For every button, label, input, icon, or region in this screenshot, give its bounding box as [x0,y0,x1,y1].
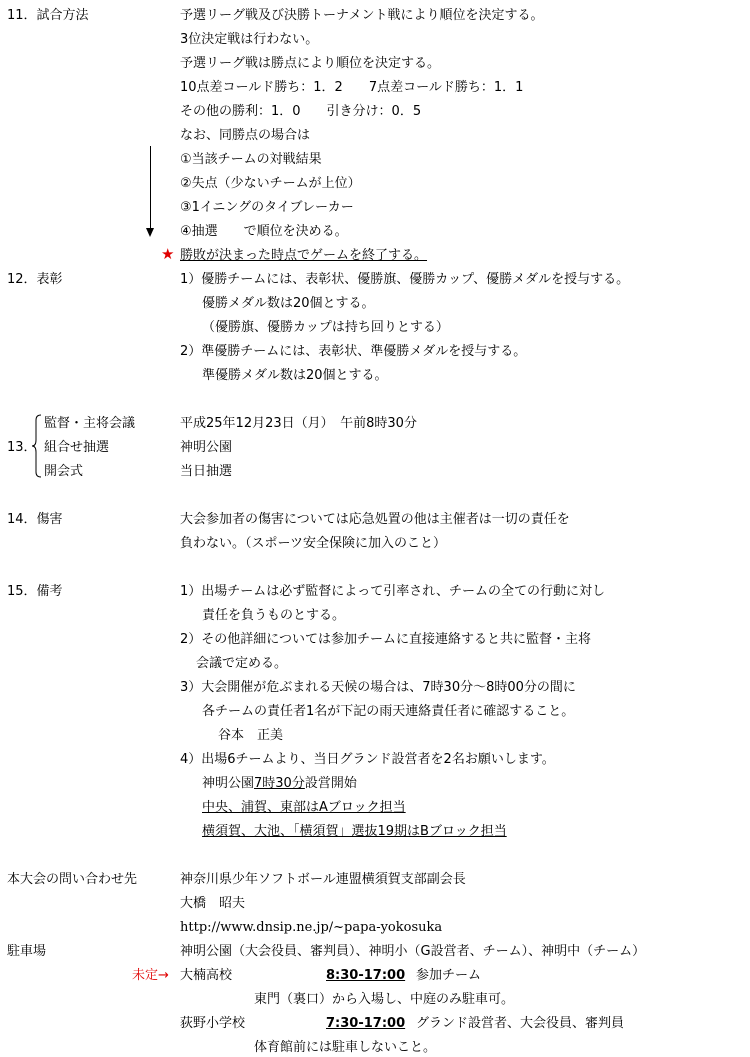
section-14-line: 大会参加者の傷害については応急処置の他は主催者は一切の責任を [180,512,570,527]
section-15-line: 各チームの責任者1名が下記の雨天連絡責任者に確認すること。 [202,704,575,719]
rain-contact-name: 谷本 正美 [218,728,284,743]
section-11-line: その他の勝利：1．0 引き分け：0．5 [180,104,422,119]
section-12-line: （優勝旗、優勝カップは持ち回りとする） [202,320,449,335]
section-11-line: ③1イニングのタイブレーカー [180,200,354,215]
section-15-line: 責任を負うものとする。 [202,608,346,623]
star-icon: ★ [161,245,175,263]
shinmei-suffix: 設営開始 [304,776,357,791]
section-12-line: 準優勝メダル数は20個とする。 [202,368,388,383]
section-11-line: 予選リーグ戦は勝点により順位を決定する。 [180,56,441,71]
parking-users-2: グランド設営者、大会役員、審判員 [416,1016,625,1031]
section-11-heading: 11．試合方法 [7,8,89,23]
section-11-line: なお、同勝点の場合は [180,128,311,143]
down-arrow-icon [146,228,154,237]
contact-org: 神奈川県少年ソフトボール連盟横須賀支部副会長 [180,872,466,887]
down-arrow-line [150,146,151,230]
section-11-line: ①当該チームの対戦結果 [180,152,322,167]
section-13-item-label: 監督・主将会議 [44,416,136,431]
section-15-line: 1）出場チームは必ず監督によって引率され、チームの全ての行動に対し [180,584,606,599]
block-a-assignment: 中央、浦賀、東部はAブロック担当 [202,800,406,815]
curly-brace [32,414,42,478]
section-11-line: 予選リーグ戦及び決勝トーナメント戦により順位を決定する。 [180,8,544,23]
section-12-heading: 12．表彰 [7,272,63,287]
section-15-line: 3）大会開催が危ぶまれる天候の場合は、7時30分～8時00分の間に [180,680,576,695]
parking-place-1: 大楠高校 [180,968,233,983]
parking-note-1: 東門（裏口）から入場し、中庭のみ駐車可。 [254,992,515,1007]
parking-label: 駐車場 [7,944,47,959]
parking-time-2: 7:30-17:00 [326,1016,406,1031]
section-12-line: 2）準優勝チームには、表彰状、準優勝メダルを授与する。 [180,344,527,359]
section-13-item-label: 開会式 [44,464,84,479]
section-15-line: 会議で定める。 [196,656,288,671]
parking-note-2: 体育館前には駐車しないこと。 [254,1040,437,1055]
block-b-assignment: 横須賀、大池、「横須賀」選抜19期はBブロック担当 [202,824,507,839]
undecided-label: 未定→ [132,968,169,983]
parking-users-1: 参加チーム [416,968,482,983]
game-end-rule: 勝敗が決まった時点でゲームを終了する。 [180,248,428,263]
section-11-line: 10点差コールド勝ち：1．2 7点差コールド勝ち：1．1 [180,80,524,95]
parking-place-2: 荻野小学校 [180,1016,246,1031]
section-13-item-value: 当日抽選 [180,464,233,479]
section-12-line: 1）優勝チームには、表彰状、優勝旗、優勝カップ、優勝メダルを授与する。 [180,272,630,287]
parking-time-1: 8:30-17:00 [326,968,406,983]
section-13-item-value: 平成25年12月23日（月） 午前8時30分 [180,416,417,431]
section-14-line: 負わない。（スポーツ安全保険に加入のこと） [180,536,446,551]
setup-time: 7時30分 [254,776,305,791]
section-13-item-label: 組合せ抽選 [44,440,110,455]
section-12-line: 優勝メダル数は20個とする。 [202,296,375,311]
section-15-line: 2）その他詳細については参加チームに直接連絡すると共に監督・主将 [180,632,592,647]
section-14-heading: 14．傷害 [7,512,63,527]
section-15-line: 4）出場6チームより、当日グランド設営者を2名お願いします。 [180,752,555,767]
section-15-heading: 15．備考 [7,584,63,599]
section-13-heading: 13． [7,440,37,455]
shinmei-prefix: 神明公園 [202,776,255,791]
section-11-line: ②失点（少ないチームが上位） [180,176,361,191]
contact-url[interactable]: http://www.dnsip.ne.jp/~papa-yokosuka [180,920,443,935]
shinmei-setup-line [202,776,357,792]
section-11-line: 3位決定戦は行わない。 [180,32,319,47]
contact-name: 大橋 昭夫 [180,896,246,911]
section-13-item-value: 神明公園 [180,440,233,455]
section-11-line: ④抽選 で順位を決める。 [180,224,348,239]
parking-line: 神明公園（大会役員、審判員）、神明小（G設営者、チーム）、神明中（チーム） [180,944,646,959]
contact-label: 本大会の問い合わせ先 [7,872,138,887]
